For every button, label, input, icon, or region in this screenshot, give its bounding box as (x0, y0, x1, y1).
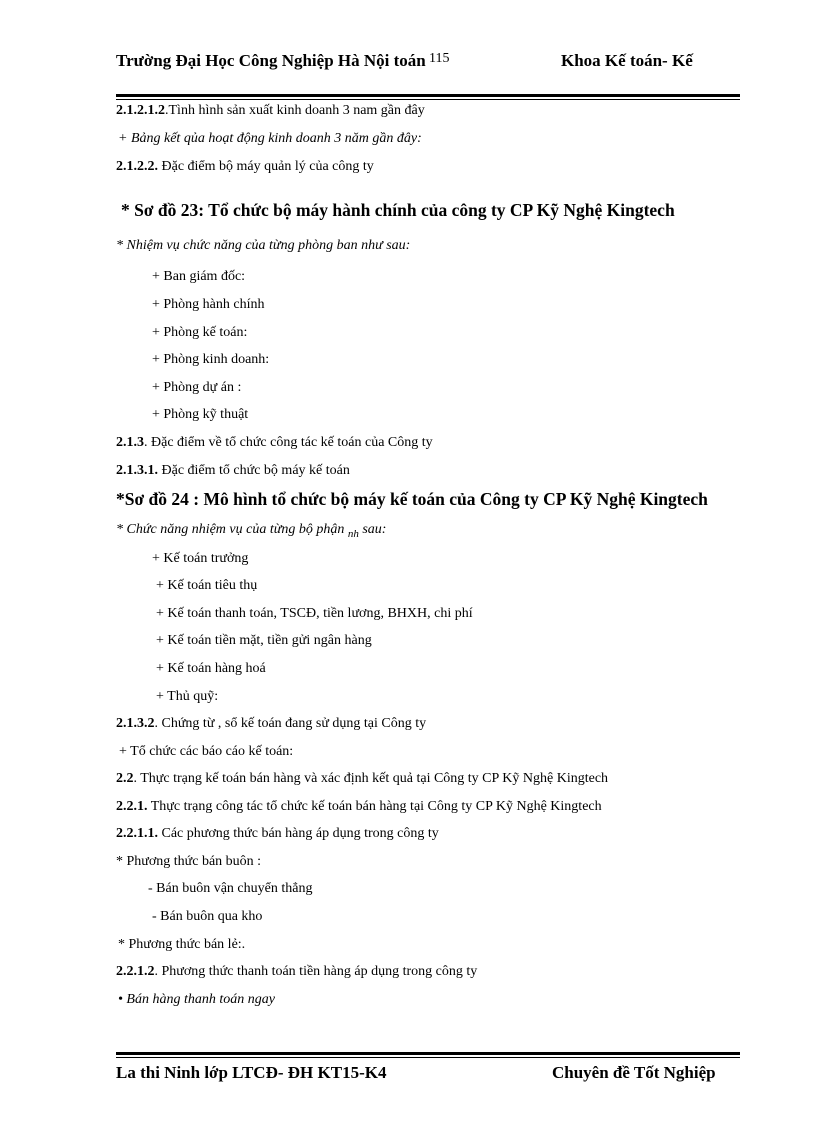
section-title: Các phương thức bán hàng áp dụng trong công ty (158, 826, 439, 841)
section-title: .Tình hình sản xuất kinh doanh 3 nam gần đây (165, 103, 425, 118)
section-2-1-2-1-2 (116, 102, 425, 120)
section-2-1-3-2 (116, 715, 426, 733)
section-2-1-3 (116, 434, 433, 452)
heading-subscript: nh (347, 528, 359, 540)
section-number: 2.2.1. (116, 799, 148, 814)
section-title: . Đặc điểm về tổ chức công tác kế toán của Công ty (144, 435, 433, 450)
heading-text: * Chức năng nhiệm vụ của từng bộ phận (116, 522, 345, 537)
diagram-23-title: * Sơ đồ 23: Tổ chức bộ máy hành chính của công ty CP Kỹ Nghệ Kingtech (121, 200, 675, 220)
list-item: + Kế toán tiêu thụ (156, 578, 258, 593)
section-title: Đặc điểm bộ máy quản lý của công ty (158, 159, 374, 174)
diagram-24-title: *Sơ đồ 24 : Mô hình tổ chức bộ máy kế toán của Công ty CP Kỹ Nghệ Kingtech (116, 489, 708, 509)
section-title: . Thực trạng kế toán bán hàng và xác định kết quả tại Công ty CP Kỹ Nghệ Kingtech (133, 771, 609, 786)
section-number: 2.2 (116, 771, 134, 786)
list-item: + Kế toán tiền mặt, tiền gửi ngân hàng (156, 633, 372, 648)
retail-heading: * Phương thức bán lẻ:. (118, 937, 246, 952)
section-2-1-2-2 (116, 158, 374, 176)
section-2-1-3-1 (116, 462, 350, 480)
section-title: Thực trạng công tác tổ chức kế toán bán hàng tại Công ty CP Kỹ Nghệ Kingtech (147, 799, 602, 814)
accounting-parts-heading (116, 521, 386, 539)
header-faculty: Khoa Kế toán- Kế (561, 51, 693, 70)
list-item: - Bán buôn qua kho (152, 909, 263, 924)
section-number: 2.1.3.2 (116, 716, 155, 731)
footer-author: La thi Ninh lớp LTCĐ- ĐH KT15-K4 (116, 1063, 387, 1082)
section-number: 2.1.2.1.2 (116, 103, 165, 118)
list-item: + Phòng hành chính (152, 297, 265, 312)
page-number: 115 (429, 51, 450, 66)
header-school-name: Trường Đại Học Công Nghiệp Hà Nội toán (116, 51, 426, 70)
list-item: + Kế toán trưởng (152, 551, 249, 566)
payment-item: • Bán hàng thanh toán ngay (118, 992, 275, 1007)
list-item: + Ban giám đốc: (152, 269, 246, 284)
list-item: + Thủ quỹ: (156, 689, 219, 704)
heading-text-end: sau: (362, 522, 387, 537)
section-number: 2.1.3.1. (116, 463, 158, 478)
section-2-2-1-1 (116, 825, 439, 843)
section-number: 2.2.1.1. (116, 826, 158, 841)
section-number: 2.2.1.2 (116, 964, 155, 979)
list-item: + Phòng kỹ thuật (152, 407, 249, 422)
list-item: + Phòng kế toán: (152, 325, 248, 340)
section-title: Đặc điểm tổ chức bộ máy kế toán (158, 463, 350, 478)
section-number: 2.1.2.2. (116, 159, 158, 174)
list-item: + Phòng kinh doanh: (152, 352, 270, 367)
section-2-2-1-2 (116, 963, 477, 981)
list-item: + Phòng dự án : (152, 380, 242, 395)
results-table-caption: + Bảng kết qủa hoạt động kinh doanh 3 năm gần đây: (118, 131, 422, 146)
list-item: - Bán buôn vận chuyển thẳng (148, 881, 313, 896)
wholesale-heading: * Phương thức bán buôn : (116, 854, 262, 869)
reports-line: + Tổ chức các báo cáo kế toán: (119, 744, 294, 759)
section-number: 2.1.3 (116, 435, 144, 450)
section-2-2-1 (116, 798, 602, 816)
section-2-2 (116, 770, 608, 788)
section-title: . Phương thức thanh toán tiền hàng áp dụng trong công ty (154, 964, 478, 979)
list-item: + Kế toán hàng hoá (156, 661, 266, 676)
departments-heading: * Nhiệm vụ chức năng của từng phòng ban như sau: (116, 238, 411, 253)
footer-title: Chuyên đề Tốt Nghiệp (552, 1063, 716, 1082)
list-item: + Kế toán thanh toán, TSCĐ, tiền lương, BHXH, chi phí (156, 606, 473, 621)
section-title: . Chứng từ , sổ kế toán đang sử dụng tại Công ty (154, 716, 427, 731)
